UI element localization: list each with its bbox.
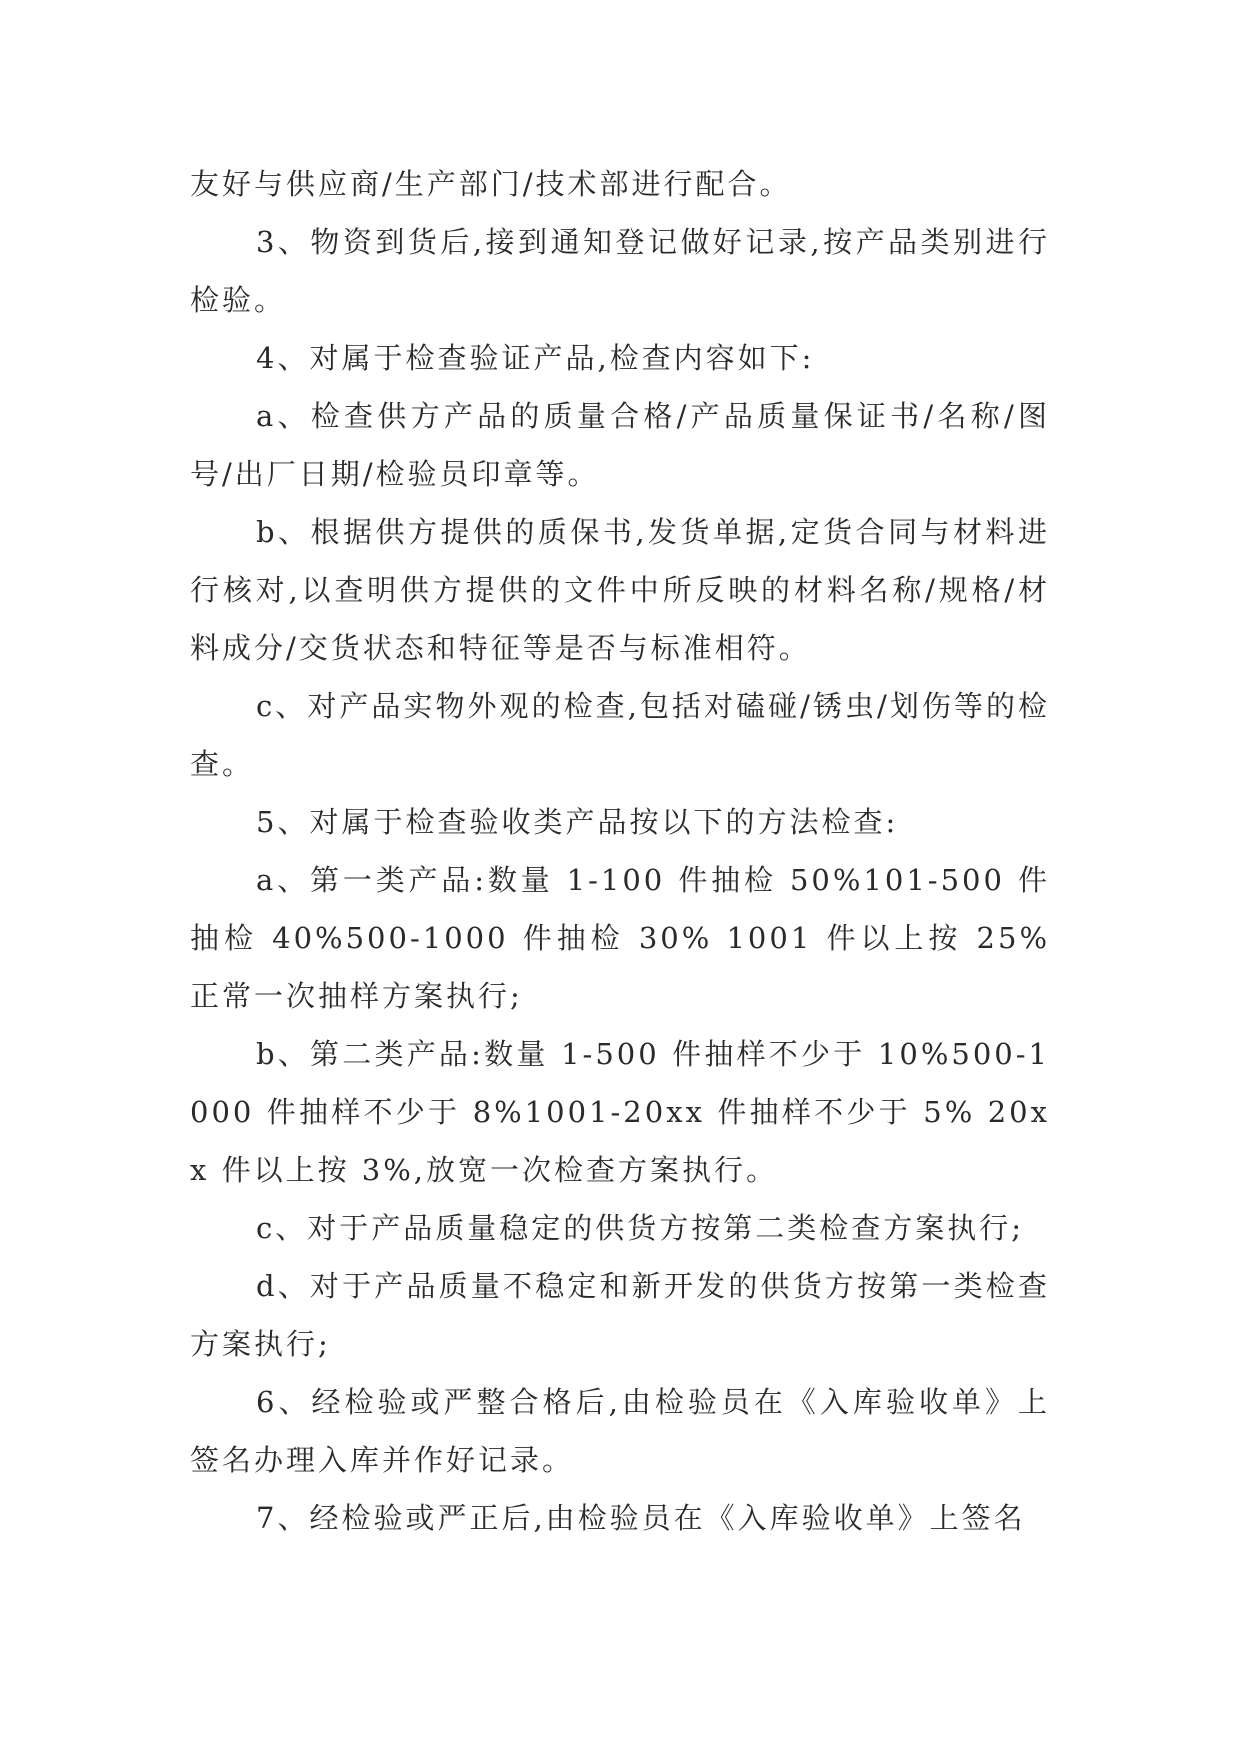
paragraph-item-4b: b、根据供方提供的质保书,发货单据,定货合同与材料进行核对,以查明供方提供的文件中所反映的材料名称/规格/材料成分/交货状态和特征等是否与标准相符。 bbox=[190, 515, 1050, 665]
paragraph-continuation: 友好与供应商/生产部门/技术部进行配合。 bbox=[190, 167, 792, 201]
paragraph-item-5c: c、对于产品质量稳定的供货方按第二类检查方案执行; bbox=[256, 1211, 1025, 1245]
paragraph-item-5b: b、第二类产品:数量 1-500 件抽样不少于 10%500-1000 件抽样不少于 8%1001-20xx 件抽样不少于 5% 20xx 件以上按 3%,放宽一次检查方案执行。 bbox=[190, 1037, 1050, 1187]
document-body bbox=[190, 155, 1050, 1547]
paragraph-item-5: 5、对属于检查验收类产品按以下的方法检查: bbox=[256, 805, 899, 839]
paragraph-item-5d: d、对于产品质量不稳定和新开发的供货方按第一类检查方案执行; bbox=[190, 1269, 1050, 1361]
paragraph-item-4a: a、检查供方产品的质量合格/产品质量保证书/名称/图号/出厂日期/检验员印章等。 bbox=[190, 399, 1050, 491]
paragraph-item-4c: c、对产品实物外观的检查,包括对磕碰/锈虫/划伤等的检查。 bbox=[190, 689, 1050, 781]
paragraph-item-6: 6、经检验或严整合格后,由检验员在《入库验收单》上签名办理入库并作好记录。 bbox=[190, 1385, 1050, 1477]
paragraph-item-7: 7、经检验或严正后,由检验员在《入库验收单》上签名 bbox=[256, 1501, 1026, 1535]
paragraph-item-5a: a、第一类产品:数量 1-100 件抽检 50%101-500 件抽检 40%500-1000 件抽检 30% 1001 件以上按 25%正常一次抽样方案执行; bbox=[190, 863, 1050, 1013]
paragraph-item-4: 4、对属于检查验证产品,检查内容如下: bbox=[256, 341, 815, 375]
paragraph-item-3: 3、物资到货后,接到通知登记做好记录,按产品类别进行检验。 bbox=[190, 225, 1050, 317]
